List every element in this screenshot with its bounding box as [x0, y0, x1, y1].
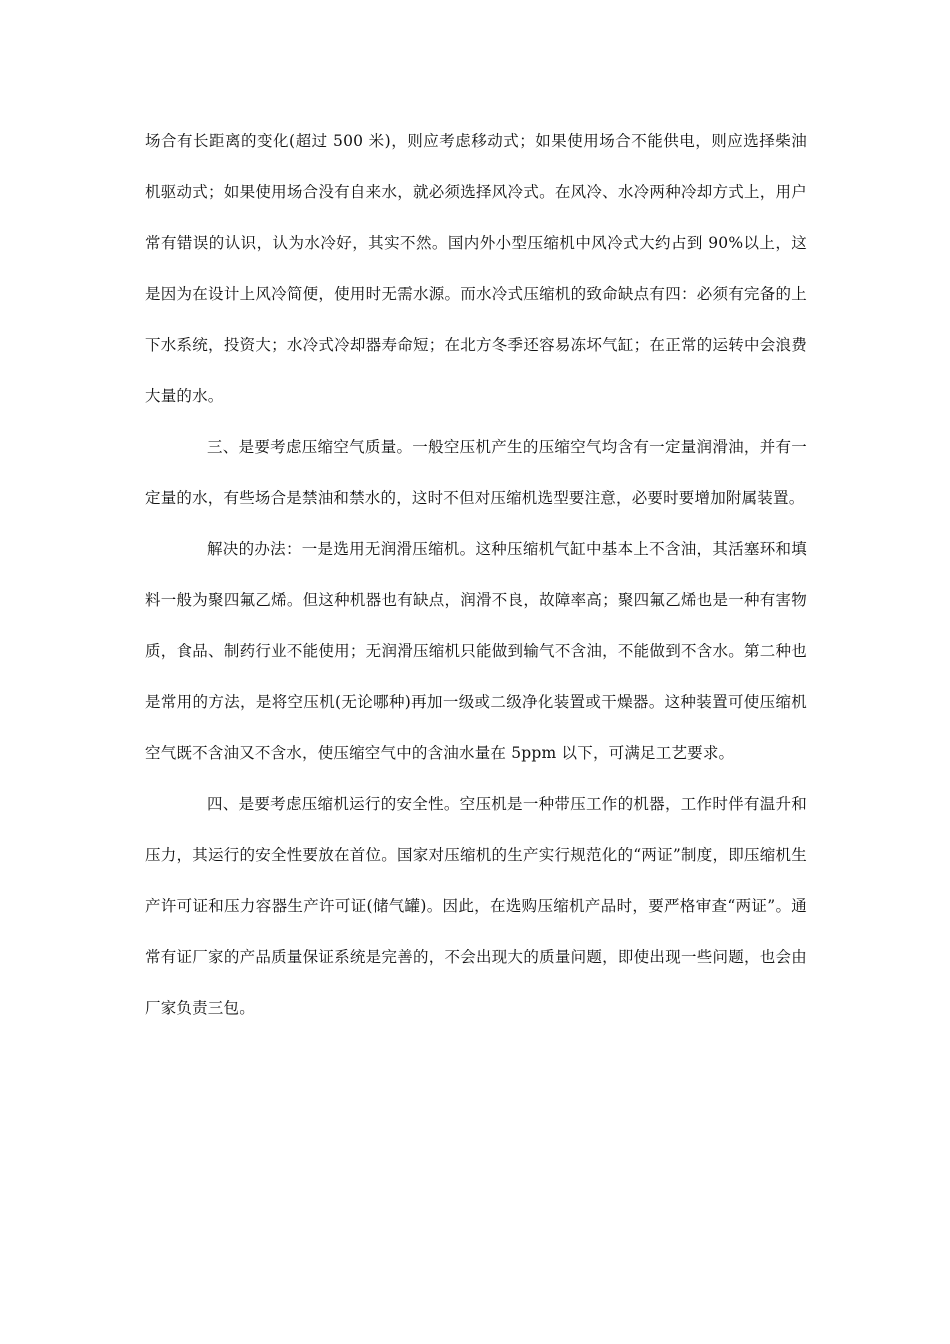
paragraph-solution: 解决的办法：一是选用无润滑压缩机。这种压缩机气缸中基本上不含油，其活塞环和填料一般为聚四氟乙烯。但这种机器也有缺点，润滑不良，故障率高；聚四氟乙烯也是一种有害物质，食品、制药行业不能使用；无润滑压缩机只能做到输气不含油，不能做到不含水。第二种也是常用的方法，是将空压机(无论哪种)再加一级或二级净化装置或干燥器。这种装置可使压缩机空气既不含油又不含水，使压缩空气中的含油水量在 5ppm 以下，可满足工艺要求。	[145, 540, 807, 762]
paragraph-safety: 四、是要考虑压缩机运行的安全性。空压机是一种带压工作的机器，工作时伴有温升和压力，其运行的安全性要放在首位。国家对压缩机的生产实行规范化的“两证”制度，即压缩机生产许可证和压力容器生产许可证(储气罐)。因此，在选购压缩机产品时，要严格审查“两证”。通常有证厂家的产品质量保证系统是完善的，不会出现大的质量问题，即使出现一些问题，也会由厂家负责三包。	[145, 795, 807, 1017]
document-body	[145, 116, 807, 1034]
paragraph-continuation: 场合有长距离的变化(超过 500 米)，则应考虑移动式；如果使用场合不能供电，则应选择柴油机驱动式；如果使用场合没有自来水，就必须选择风冷式。在风冷、水冷两种冷却方式上，用户常有错误的认识，认为水冷好，其实不然。国内外小型压缩机中风冷式大约占到 90%以上，这是因为在设计上风冷简便，使用时无需水源。而水冷式压缩机的致命缺点有四：必须有完备的上下水系统，投资大；水冷式冷却器寿命短；在北方冬季还容易冻坏气缸；在正常的运转中会浪费大量的水。	[145, 132, 807, 405]
paragraph-compressed-air-quality: 三、是要考虑压缩空气质量。一般空压机产生的压缩空气均含有一定量润滑油，并有一定量的水，有些场合是禁油和禁水的，这时不但对压缩机选型要注意，必要时要增加附属装置。	[145, 438, 807, 507]
